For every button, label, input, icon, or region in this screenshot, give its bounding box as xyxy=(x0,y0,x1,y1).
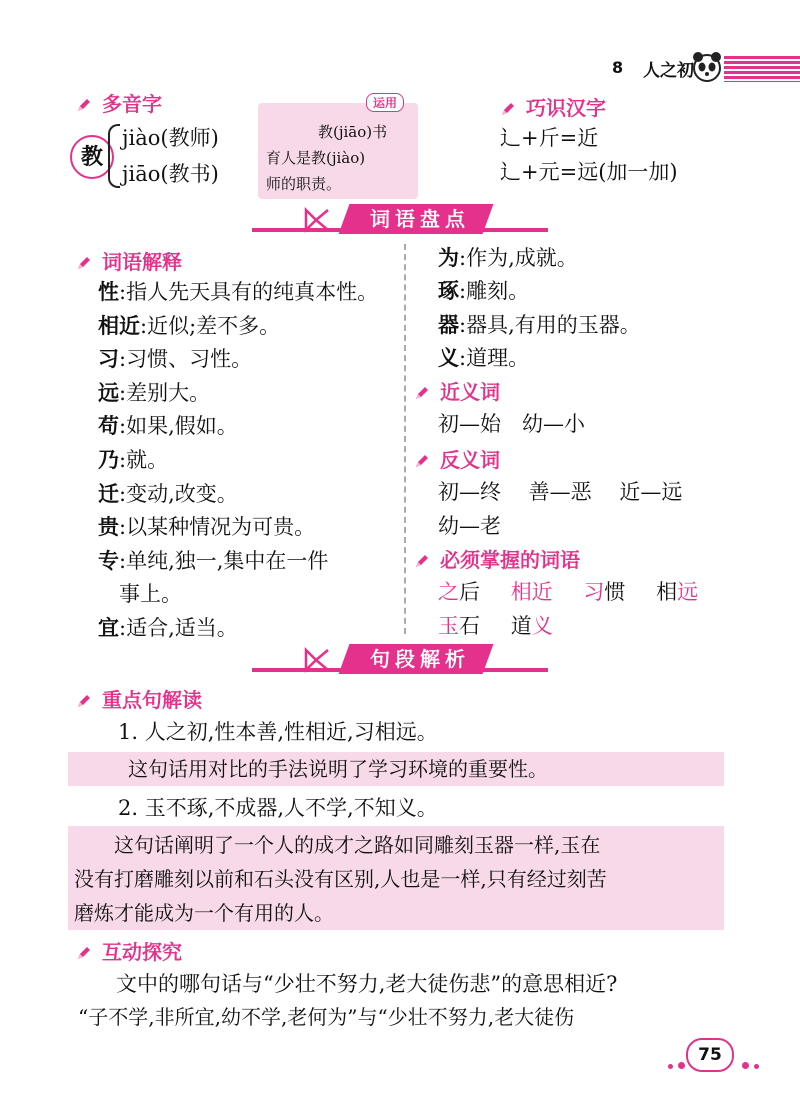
definition-term: 远 xyxy=(98,379,119,405)
panda-mascot-icon xyxy=(690,50,724,84)
polyphone-heading: 多音字 xyxy=(76,88,162,117)
colon: : xyxy=(119,380,127,405)
pencil-icon xyxy=(76,97,92,113)
definition-text: 习惯、习性。 xyxy=(126,347,253,372)
definition-term: 乃 xyxy=(98,447,119,472)
usage-line-3: 师的职责。 xyxy=(266,175,342,193)
key-sentences-heading: 重点句解读 xyxy=(76,684,202,713)
definition-term: 苟 xyxy=(98,413,119,439)
definition-row xyxy=(98,377,210,407)
bow-icon xyxy=(302,206,332,234)
definition-term: 贵 xyxy=(98,514,119,540)
colon: : xyxy=(119,347,127,372)
definition-term: 迁 xyxy=(98,480,119,506)
pencil-icon xyxy=(76,255,92,271)
definition-text: 作为,成就。 xyxy=(466,246,578,270)
colon: : xyxy=(119,548,127,573)
definition-text: 变动,改变。 xyxy=(126,481,238,506)
section-banner-analysis xyxy=(252,644,548,678)
clever-line-1: 辶+斤=近 xyxy=(500,126,599,150)
sentence-1: 1. 人之初,性本善,性相近,习相远。 xyxy=(118,720,438,744)
colon: : xyxy=(459,279,467,304)
definition-term: 性 xyxy=(98,279,119,304)
colon: : xyxy=(119,280,127,304)
clever-heading: 巧识汉字 xyxy=(500,92,606,121)
definition-text: 适合,适当。 xyxy=(126,616,238,640)
usage-box xyxy=(258,96,418,199)
definition-text: 近似;差不多。 xyxy=(147,313,281,338)
synonyms-heading: 近义词 xyxy=(414,376,500,405)
definition-term: 义 xyxy=(438,345,459,371)
section-title-vocab: 词语盘点 xyxy=(339,204,494,234)
definition-text: 单纯,独一,集中在一件 xyxy=(126,548,329,573)
page-dots xyxy=(668,1062,758,1070)
explore-answer: “子不学,非所宜,幼不学,老何为”与“少壮不努力,老大徒伤 xyxy=(78,1005,575,1029)
definition-row xyxy=(98,511,315,541)
definition-row xyxy=(438,342,529,372)
must-know-heading: 必须掌握的词语 xyxy=(414,544,580,573)
usage-badge: 运用 xyxy=(366,93,404,112)
page-header xyxy=(0,46,800,90)
usage-line-2: 育人是教(jiào) xyxy=(266,149,366,167)
explore-heading: 互动探究 xyxy=(76,936,182,965)
pencil-icon xyxy=(500,101,516,117)
colon: : xyxy=(119,515,127,540)
definition-term: 琢 xyxy=(438,278,459,304)
usage-line-1: 教(jiāo)书 xyxy=(318,123,388,141)
pencil-icon xyxy=(414,553,430,569)
definition-row xyxy=(98,310,280,340)
sentence-2-note-line-1: 这句话阐明了一个人的成才之路如同雕刻玉器一样,玉在 xyxy=(74,833,601,857)
word-daoyi: 道义 xyxy=(510,614,553,638)
sentence-2: 2. 玉不琢,不成器,人不学,不知义。 xyxy=(118,796,438,820)
definition-term: 为 xyxy=(438,245,459,270)
polyphone-reading-2: jiāo(教书) xyxy=(122,162,219,186)
sentence-2-note-line-3: 磨炼才能成为一个有用的人。 xyxy=(74,901,334,925)
definition-text: 就。 xyxy=(126,448,169,472)
pencil-icon xyxy=(414,385,430,401)
word-xiguan: 习惯 xyxy=(583,580,626,604)
colon: : xyxy=(119,481,127,506)
definition-row xyxy=(98,276,378,306)
explanations-heading: 词语解释 xyxy=(76,246,182,275)
definition-row xyxy=(438,309,641,339)
colon: : xyxy=(119,616,127,640)
lesson-title: 人之初 xyxy=(643,61,694,81)
sentence-1-note: 这句话用对比的手法说明了学习环境的重要性。 xyxy=(128,757,548,781)
word-xiangyuan: 相远 xyxy=(656,580,699,604)
word-yushi: 玉石 xyxy=(438,614,480,638)
definition-row xyxy=(98,410,238,440)
definition-text: 以某种情况为可贵。 xyxy=(126,515,316,540)
colon: : xyxy=(459,312,467,337)
antonyms-line-1: 初—终 善—恶 近—远 xyxy=(438,480,683,504)
sentence-2-note-line-2: 没有打磨雕刻以前和石头没有区别,人也是一样,只有经过刻苦 xyxy=(74,867,607,891)
colon: : xyxy=(119,448,127,472)
definition-row xyxy=(98,545,328,575)
antonyms-line-2: 幼—老 xyxy=(438,514,501,538)
synonyms-line: 初—始 幼—小 xyxy=(438,412,585,436)
colon: : xyxy=(459,246,467,270)
word-xiangjin: 相近 xyxy=(510,580,553,604)
pencil-icon xyxy=(76,693,92,709)
pencil-icon xyxy=(76,945,92,961)
word-zhihou: 之后 xyxy=(438,580,480,604)
colon: : xyxy=(459,346,467,371)
polyphone-brace xyxy=(108,124,120,188)
definition-row xyxy=(98,444,168,474)
definition-row xyxy=(438,242,578,272)
section-banner-vocab xyxy=(252,204,548,238)
clever-line-2: 辶+元=远(加一加) xyxy=(500,160,678,184)
column-divider xyxy=(404,244,406,634)
pencil-icon xyxy=(414,453,430,469)
header-stripes xyxy=(724,56,800,82)
must-know-row-2 xyxy=(438,610,553,640)
bow-icon xyxy=(302,646,332,674)
definition-row xyxy=(98,343,252,373)
colon: : xyxy=(119,414,127,439)
polyphone-char-circle: 教 xyxy=(70,135,114,179)
definition-row xyxy=(119,578,182,608)
colon: : xyxy=(140,313,148,338)
explore-question: 文中的哪句话与“少壮不努力,老大徒伤悲”的意思相近? xyxy=(116,972,618,996)
definition-term: 专 xyxy=(98,547,119,573)
page-number-badge: 75 xyxy=(686,1038,734,1072)
definition-text: 差别大。 xyxy=(126,380,211,405)
definition-term: 器 xyxy=(438,311,459,337)
definition-row xyxy=(438,275,529,305)
lesson-number: 8 xyxy=(612,58,624,77)
definition-term: 习 xyxy=(98,346,119,372)
definition-text: 道理。 xyxy=(466,346,530,371)
must-know-row-1 xyxy=(438,576,698,606)
definition-text: 指人先天具有的纯真本性。 xyxy=(126,280,379,304)
definition-row xyxy=(98,478,238,508)
antonyms-heading: 反义词 xyxy=(414,444,500,473)
polyphone-reading-1: jiào(教师) xyxy=(122,126,219,150)
definition-text: 雕刻。 xyxy=(466,279,530,304)
definition-text: 如果,假如。 xyxy=(126,414,238,439)
definition-term: 相近 xyxy=(98,312,140,338)
definition-term: 宜 xyxy=(98,615,119,640)
section-title-analysis: 句段解析 xyxy=(339,644,494,674)
definition-row xyxy=(98,612,238,642)
definition-text: 事上。 xyxy=(119,582,182,607)
definition-text: 器具,有用的玉器。 xyxy=(466,312,641,337)
